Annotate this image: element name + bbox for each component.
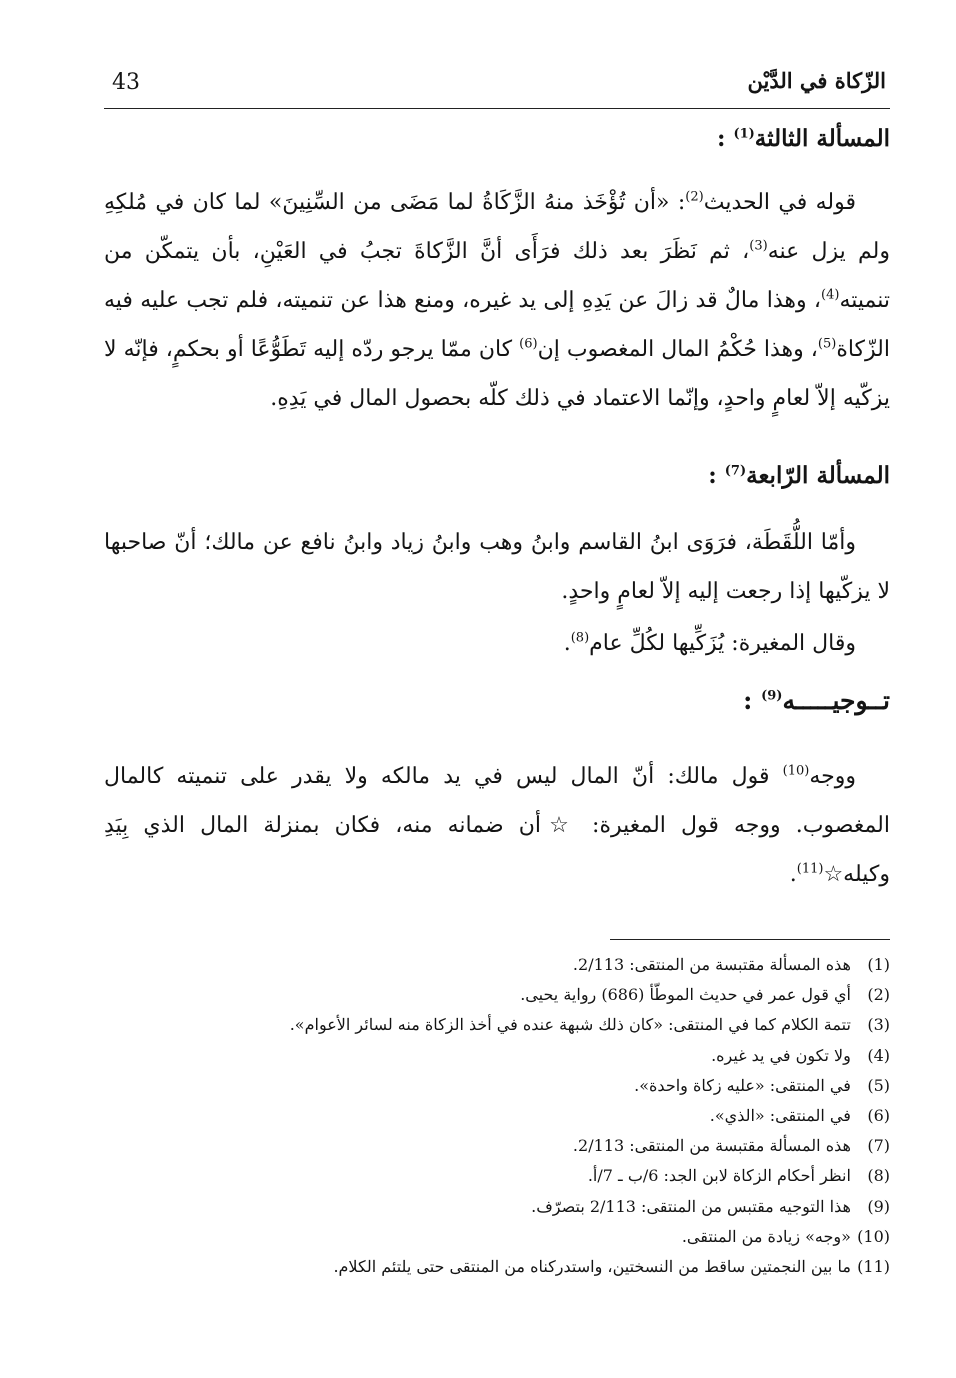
footnote-text: تتمة الكلام كما في المنتقى: «كان ذلك شبهة عنده في أخذ الزكاة منه لسائر الأعوام». [289,1015,856,1035]
footnote-ref: (4) [821,287,840,303]
footnote-text: في المنتقى: «الذي». [709,1106,856,1126]
paragraph-body [104,530,890,604]
footnote-item [104,980,890,1010]
footnote-number: (3) [867,1015,890,1035]
footnote-number: (4) [867,1045,890,1065]
heading-text: تــوجيـــــه [782,686,890,715]
header-divider [104,108,890,109]
footnote-text: هذا التوجيه مقتبس من المنتقى: 2/113 بتصرّف. [531,1196,856,1216]
paragraph-third [104,178,890,423]
text-run: وقال المغيرة: يُزَكِّيها لكُلِّ عام [589,631,856,656]
section-heading-fourth [104,462,890,489]
paragraph-body [564,631,856,656]
text-run: : «أن تُؤْخَذ منهُ الزَّكَاةُ لما مَضَى من السِّنِينَ» لما كان في مُلكِهِ ولم يزل عنه [104,190,890,264]
section-heading-third [104,125,890,152]
footnote-list [104,950,890,1282]
footnote-item [104,1252,890,1282]
footnote-number: (9) [867,1196,890,1216]
heading-text: المسألة الثالثة [754,125,890,152]
footnote-text: أي قول عمر في حديث الموطّأ (686) رواية يحيى. [520,985,856,1005]
footnote-item [104,1192,890,1222]
heading-colon: : [708,462,725,489]
text-run: قول مالك: أنّ المال ليس في يد مالكه ولا يقدر على تنميته كالمال المغصوب. ووجه قول المغيرة: ☆أن ضمانه منه، فكان بمنزلة المال الذي بِيَدِ وكيله☆ [104,764,890,887]
section-heading-tawjih [104,686,890,715]
text-run: ، وهذا حُكْمُ المال المغصوب إن [537,337,818,362]
text-run: وأمّا اللُّقَطَة، فرَوَى ابنُ القاسم وابنُ وهب وابنُ زياد وابنُ نافع عن مالك؛ أنّ صاحبها لا يزكّيها إذا رجعت إليه إلاّ لعامٍ واحدٍ. [104,530,890,604]
footnote-number: (7) [867,1136,890,1156]
paragraph-body [104,190,890,411]
paragraph-tawjih [104,752,890,899]
footnote-text: انظر أحكام الزكاة لابن الجد: 6/ب ـ 7/أ. [587,1166,856,1186]
paragraph-luqata [104,518,890,616]
footnote-ref: (5) [817,336,837,352]
heading-colon: : [716,125,734,152]
footnote-ref: (11) [796,861,824,877]
text-run: ، ثم نَظَرَ بعد ذلك فرَأَى أنَّ الزَّكاةَ تجبُ في العَيْنِ، بأن يتمكّن من تنميته [104,239,890,313]
footnote-item [104,1131,890,1161]
footnote-ref: (10) [782,763,810,779]
text-run: قوله في الحديث [703,190,856,215]
heading-footnote-ref: (9) [761,688,783,704]
footnote-text: هذه المسألة مقتبسة من المنتقى: 2/113. [572,1136,856,1156]
footnote-number: (6) [867,1106,890,1126]
footnote-item [104,1041,890,1071]
footnote-text: «وجه» زيادة من المنتقى. [681,1226,856,1246]
footnote-number: (10) [857,1226,890,1246]
heading-footnote-ref: (7) [724,463,747,479]
heading-colon: : [743,686,762,715]
footnote-number: (2) [867,985,890,1005]
text-run: كان ممّا يرجو ردّه إليه تَطَوُّعًا أو بحكمٍ، فإنّه لا يزكّيه إلاّ لعامٍ واحدٍ، وإنّما الاعتماد في ذلك كلّه بحصول المال في يَدِهِ. [104,337,890,411]
heading-footnote-ref: (1) [733,126,755,142]
footnote-ref: (3) [749,238,768,254]
footnote-number: (5) [867,1075,890,1095]
footnote-ref: (6) [519,336,538,352]
page-number: 43 [112,70,140,95]
running-title: الزّكاة في الدَّيْن [747,68,886,93]
footnote-item [104,1101,890,1131]
footnote-item [104,950,890,980]
text-run: . [563,631,571,656]
footnote-text: ولا تكون في يد غيره. [711,1045,856,1065]
footnote-divider [610,939,890,940]
footnote-text: ما بين النجمتين ساقط من النسختين، واستدركناه من المنتقى حتى يلتئم الكلام. [333,1257,856,1277]
paragraph-mughira [104,619,890,668]
footnote-ref: (8) [570,630,590,646]
text-run: ووجه [809,764,856,789]
footnote-text: في المنتقى: «عليه زكاة واحدة». [634,1075,856,1095]
footnote-item [104,1161,890,1191]
footnote-number: (8) [867,1166,890,1186]
footnote-ref: (2) [685,189,704,205]
footnote-item [104,1222,890,1252]
paragraph-body [104,764,890,887]
text-run: ، وهذا مالٌ قد زالَ عن يَدِهِ إلى يد غيره، ومنع هذا عن تنميته، فلم تجب عليه فيه الزّكاة [104,288,890,362]
text-run: . [789,862,797,887]
footnote-number: (11) [857,1257,890,1277]
heading-text: المسألة الرّابعة [746,462,890,489]
footnote-number: (1) [867,955,890,974]
footnote-item [104,1071,890,1101]
footnote-text: هذه المسألة مقتبسة من المنتقى: 2/113. [572,955,856,974]
footnote-item [104,1010,890,1040]
